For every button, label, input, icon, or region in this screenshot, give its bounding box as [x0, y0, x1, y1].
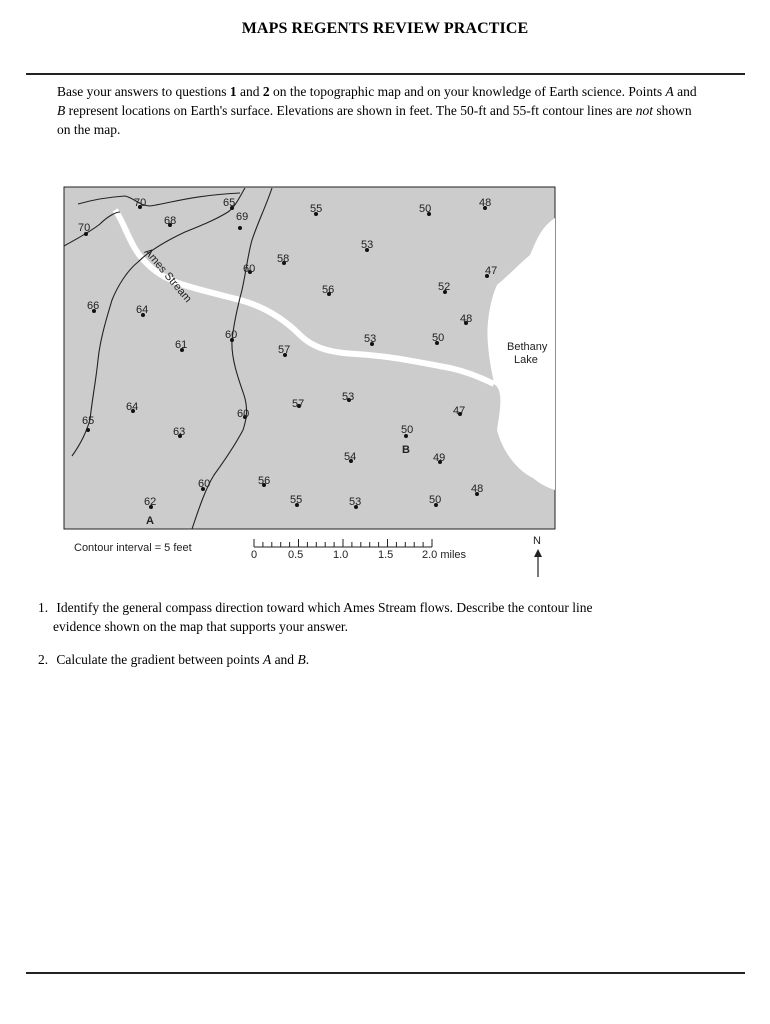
elevation-label: 58 [277, 253, 290, 265]
point-a-label: A [146, 515, 154, 527]
topographic-map [58, 180, 558, 580]
elevation-label: 65 [82, 415, 95, 427]
elevation-label: 65 [223, 197, 236, 209]
lake-label-line1: Bethany [507, 341, 548, 353]
contour-interval-label: Contour interval = 5 feet [74, 542, 192, 554]
elevation-label: 60 [198, 478, 211, 490]
elevation-label: 64 [126, 401, 139, 413]
point-b-ref: B [57, 103, 66, 118]
elevation-label: 60 [243, 263, 256, 275]
elevation-label: 53 [364, 333, 377, 345]
question-ref-1: 1 [229, 84, 237, 99]
stream-label-part1: Ames Stream [141, 246, 194, 305]
elevation-label: 69 [236, 211, 249, 223]
elevation-label: 47 [453, 405, 466, 417]
map-scale [254, 539, 432, 547]
elevation-label: 57 [278, 344, 291, 356]
top-divider [26, 73, 745, 75]
question-number: 2. [38, 652, 49, 667]
elevation-label: 53 [349, 496, 362, 508]
point-a-ref: A [665, 84, 674, 99]
scale-label-15: 1.5 [378, 549, 394, 561]
intro-paragraph [57, 82, 697, 139]
elevation-label: 53 [361, 239, 374, 251]
scale-label-05: 0.5 [288, 549, 304, 561]
elevation-label: 55 [290, 494, 303, 506]
elevation-label: 56 [322, 284, 335, 296]
intro-text: represent locations on Earth's surface. Elevations are shown in feet. The 50-ft and 55-ft contour lines are [65, 103, 636, 118]
scale-label-10: 1.0 [333, 549, 349, 561]
elevation-label: 47 [485, 265, 498, 277]
elevation-label: 48 [479, 197, 492, 209]
question-text: and [271, 652, 298, 667]
elevation-label: 61 [175, 339, 188, 351]
elevation-label: 62 [144, 496, 157, 508]
bottom-divider [26, 972, 745, 974]
elevation-label: 50 [429, 494, 442, 506]
north-arrowhead-icon [534, 549, 542, 557]
point-a-ref: A [262, 652, 272, 667]
elevation-label: 70 [134, 197, 147, 209]
elevation-label: 66 [87, 300, 100, 312]
elevation-label: 55 [310, 203, 323, 215]
elevation-dot [86, 428, 90, 432]
intro-text: shown on the map. [57, 103, 692, 137]
point-b-ref: B [297, 652, 306, 667]
question-text-cont: evidence shown on the map that supports your answer. [53, 619, 349, 634]
scale-label-0: 0 [251, 549, 258, 561]
intro-text: and [236, 84, 263, 99]
elevation-label: 70 [78, 222, 91, 234]
lake-label-line2: Lake [514, 354, 538, 366]
question-text: Calculate the gradient between points [56, 652, 263, 667]
question-number: 1. [38, 600, 49, 615]
scale-label-20: 2.0 miles [422, 549, 467, 561]
not-emphasis: not [635, 103, 654, 118]
map-area [64, 187, 555, 529]
question-2 [38, 650, 718, 669]
north-label: N [533, 535, 541, 547]
point-b-label: B [402, 444, 410, 456]
elevation-label: 54 [344, 451, 357, 463]
question-text: Identify the general compass direction toward which Ames Stream flows. Describe the contour line [56, 600, 593, 615]
elevation-label: 48 [471, 483, 484, 495]
elevation-label: 57 [292, 398, 305, 410]
question-ref-2: 2 [262, 84, 270, 99]
elevation-label: 52 [438, 281, 451, 293]
elevation-label: 56 [258, 475, 271, 487]
intro-text: on the topographic map and on your knowledge of Earth science. Points [269, 84, 666, 99]
question-text: . [305, 652, 310, 667]
page-title: MAPS REGENTS REVIEW PRACTICE [241, 20, 529, 37]
elevation-label: 50 [401, 424, 414, 436]
elevation-dot [238, 226, 242, 230]
elevation-label: 48 [460, 313, 473, 325]
elevation-label: 60 [225, 329, 238, 341]
intro-text: Base your answers to questions [57, 84, 230, 99]
elevation-label: 63 [173, 426, 186, 438]
intro-text: and [673, 84, 697, 99]
elevation-label: 53 [342, 391, 355, 403]
elevation-label: 64 [136, 304, 149, 316]
elevation-label: 50 [419, 203, 432, 215]
elevation-label: 49 [433, 452, 446, 464]
elevation-label: 60 [237, 408, 250, 420]
elevation-label: 50 [432, 332, 445, 344]
question-1 [38, 598, 718, 636]
elevation-label: 68 [164, 215, 177, 227]
